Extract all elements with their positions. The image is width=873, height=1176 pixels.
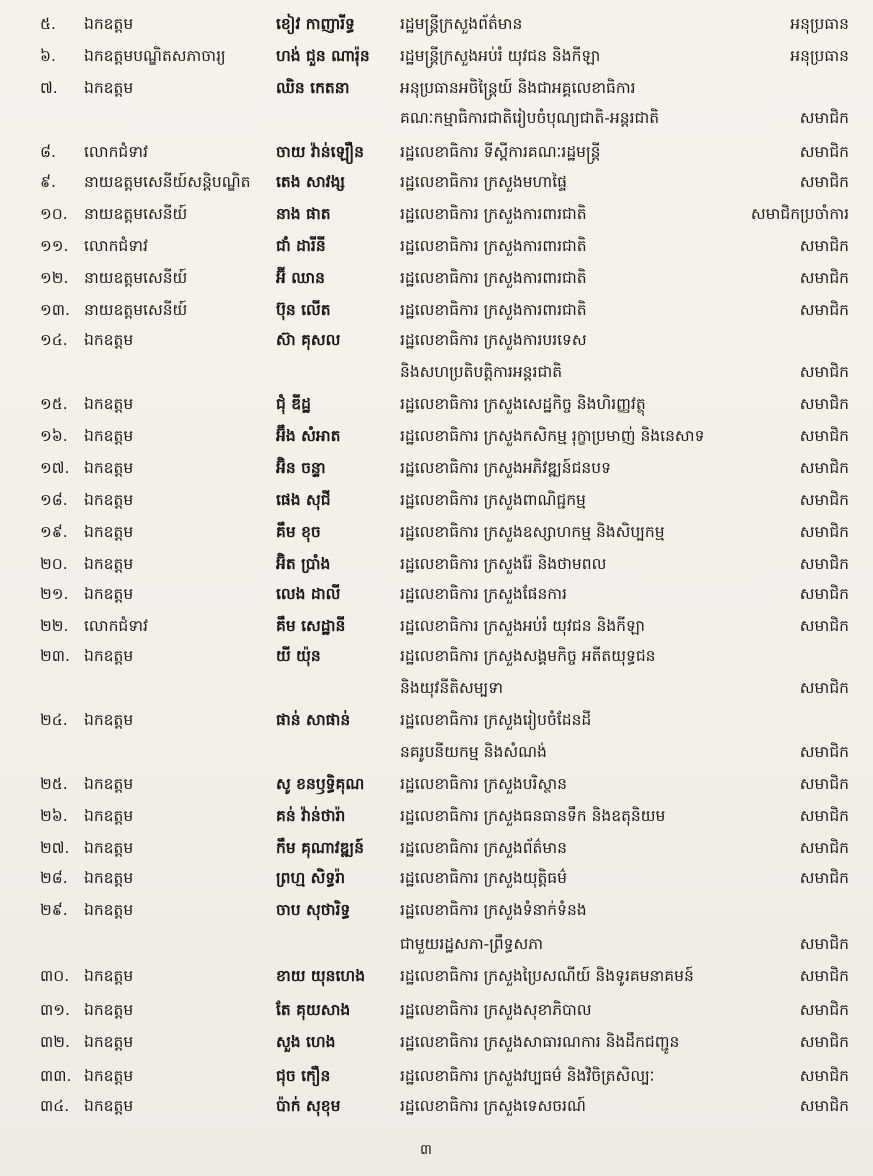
member-name: ប៉ាក់ សុខុម xyxy=(276,1097,341,1115)
member-name: ជុច កឿន xyxy=(276,1067,331,1085)
row-number: ២៦. xyxy=(40,807,68,825)
member-name: ខៀវ កាញារីទ្ធ xyxy=(276,15,355,33)
row-number: ២៥. xyxy=(40,775,68,793)
member-role: សមាជិក xyxy=(799,967,849,985)
member-row xyxy=(0,894,873,926)
member-role: សមាជិក xyxy=(799,363,849,381)
member-row xyxy=(0,548,873,580)
member-name: ខាយ យុនហេង xyxy=(276,967,366,985)
member-role: សមាជិក xyxy=(799,1097,849,1115)
member-row xyxy=(0,672,873,704)
member-role: សមាជិក xyxy=(799,173,849,191)
member-name: ជុំ ឌីដ្ឋ xyxy=(276,395,311,413)
member-title: ឯកឧត្តម xyxy=(84,775,134,793)
member-title: លោកជំទាវ xyxy=(84,237,148,255)
member-role: សមាជិក xyxy=(799,935,849,953)
member-row xyxy=(0,8,873,40)
member-title: ឯកឧត្តម xyxy=(84,427,134,445)
member-role: សមាជិក xyxy=(799,839,849,857)
member-position: គណៈកម្មាធិការជាតិរៀបចំបុណ្យជាតិ-អន្តរជាតិ xyxy=(400,109,660,127)
row-number: ១០. xyxy=(40,205,68,223)
member-position: រដ្ឋលេខាធិការ ក្រសួងរៀបចំដែនដី xyxy=(400,711,592,729)
member-role: សមាជិកប្រចាំការ xyxy=(750,205,849,223)
member-title: ឯកឧត្តម xyxy=(84,491,134,509)
member-title: ឯកឧត្តម xyxy=(84,967,134,985)
member-row xyxy=(0,230,873,262)
member-row xyxy=(0,928,873,960)
member-name: ចាយ វ៉ាន់ឡឿន xyxy=(276,143,364,161)
member-name: កឹម គុណាវឌ្ឍន៍ xyxy=(276,839,364,857)
member-role: សមាជិក xyxy=(799,491,849,509)
member-position: រដ្ឋលេខាធិការ ក្រសួងបរិស្ថាន xyxy=(400,775,567,793)
member-role: សមាជិក xyxy=(799,269,849,287)
member-row xyxy=(0,610,873,642)
member-position: រដ្ឋលេខាធិការ ក្រសួងយុត្តិធម៌ xyxy=(400,869,567,887)
row-number: ១៦. xyxy=(40,427,68,445)
member-title: ឯកឧត្តមបណ្ឌិតសភាចារ្យ xyxy=(84,47,226,65)
member-position: រដ្ឋលេខាធិការ ក្រសួងការបរទេស xyxy=(400,331,587,349)
member-name: អ៊ិន ចន្ទា xyxy=(276,459,326,477)
member-name: នាង ផាត xyxy=(276,205,331,223)
row-number: ៧. xyxy=(40,79,58,97)
member-name: ប៊ុន លើត xyxy=(276,301,331,319)
row-number: ២១. xyxy=(40,585,69,603)
member-name: ជាំ ដារីនី xyxy=(276,237,326,255)
member-position: រដ្ឋលេខាធិការ ក្រសួងសាធារណការ និងដឹកជញ្ជូន xyxy=(400,1033,680,1051)
member-row xyxy=(0,1026,873,1058)
row-number: ៦. xyxy=(40,47,56,65)
row-number: ១២. xyxy=(40,269,69,287)
member-role: សមាជិក xyxy=(799,301,849,319)
row-number: ២៧. xyxy=(40,839,70,857)
member-name: អ៊ិត ប្រាំង xyxy=(276,555,331,573)
member-name: សួង ហេង xyxy=(276,1033,336,1051)
member-row xyxy=(0,452,873,484)
member-name: តែ គុយសាង xyxy=(276,1001,351,1019)
row-number: ៣០. xyxy=(40,967,70,985)
member-row xyxy=(0,136,873,168)
member-role: សមាជិក xyxy=(799,679,849,697)
member-name: តេង សាវង្ស xyxy=(276,173,346,191)
member-name: យី យ៉ុន xyxy=(276,647,321,665)
row-number: ២៩. xyxy=(40,901,68,919)
row-number: ៣៣. xyxy=(40,1067,72,1085)
member-title: ឯកឧត្តម xyxy=(84,711,134,729)
member-row xyxy=(0,356,873,388)
member-title: ឯកឧត្តម xyxy=(84,807,134,825)
member-title: ឯកឧត្តម xyxy=(84,15,134,33)
member-role: អនុប្រធាន xyxy=(790,15,849,33)
member-position: រដ្ឋលេខាធិការ ក្រសួងផែនការ xyxy=(400,585,567,603)
member-row xyxy=(0,388,873,420)
member-position: រដ្ឋលេខាធិការ ក្រសួងការពារជាតិ xyxy=(400,301,587,319)
member-position: រដ្ឋលេខាធិការ ក្រសួងទំនាក់ទំនង xyxy=(400,901,587,919)
member-title: ឯកឧត្តម xyxy=(84,79,134,97)
member-row xyxy=(0,994,873,1026)
row-number: ១៥. xyxy=(40,395,68,413)
row-number: ១៩. xyxy=(40,523,68,541)
member-role: សមាជិក xyxy=(799,427,849,445)
member-title: ឯកឧត្តម xyxy=(84,1033,134,1051)
member-title: ឯកឧត្តម xyxy=(84,523,134,541)
member-position: រដ្ឋលេខាធិការ ក្រសួងអភិវឌ្ឍន៍ជនបទ xyxy=(400,459,611,477)
member-row xyxy=(0,72,873,104)
member-title: ឯកឧត្តម xyxy=(84,395,134,413)
row-number: ២៤. xyxy=(40,711,68,729)
member-role: សមាជិក xyxy=(799,1001,849,1019)
member-title: លោកជំទាវ xyxy=(84,617,148,635)
member-role: សមាជិក xyxy=(799,1067,849,1085)
member-position: ជាមួយរដ្ឋសភា-ព្រឹទ្ធសភា xyxy=(400,935,544,953)
row-number: ៣២. xyxy=(40,1033,70,1051)
row-number: ៩. xyxy=(40,173,56,191)
member-row xyxy=(0,198,873,230)
member-title: ឯកឧត្តម xyxy=(84,869,134,887)
member-name: ហង់ ជួន ណារ៉ុន xyxy=(276,47,370,65)
member-role: សមាជិក xyxy=(799,395,849,413)
member-role: សមាជិក xyxy=(799,617,849,635)
member-position: រដ្ឋលេខាធិការ ក្រសួងសង្គមកិច្ច អតីតយុទ្ធជន xyxy=(400,647,656,665)
member-position: រដ្ឋលេខាធិការ ក្រសួងសុខាភិបាល xyxy=(400,1001,592,1019)
member-title: នាយឧត្តមសេនីយ៍ xyxy=(84,269,188,287)
member-position: និងយុវនីតិសម្បទា xyxy=(400,679,504,697)
member-name: សូ ខនឫទ្ធិគុណ xyxy=(276,775,365,793)
row-number: ២៣. xyxy=(40,647,70,665)
member-position: រដ្ឋលេខាធិការ ទីស្តីការគណៈរដ្ឋមន្ត្រី xyxy=(400,143,601,161)
member-position: រដ្ឋលេខាធិការ ក្រសួងកសិកម្ម រុក្ខាប្រមាញ់ និងនេសាទ xyxy=(400,427,705,445)
member-role: អនុប្រធាន xyxy=(790,47,849,65)
row-number: ១១. xyxy=(40,237,69,255)
member-role: សមាជិក xyxy=(799,523,849,541)
member-title: ឯកឧត្តម xyxy=(84,901,134,919)
member-row xyxy=(0,102,873,134)
member-name: ចាប សុថារិទ្ធ xyxy=(276,901,351,919)
member-name: លេង ដាលី xyxy=(276,585,341,603)
member-row xyxy=(0,40,873,72)
member-row xyxy=(0,294,873,326)
member-row xyxy=(0,1090,873,1122)
member-row xyxy=(0,578,873,610)
member-row xyxy=(0,262,873,294)
member-row xyxy=(0,420,873,452)
member-row xyxy=(0,736,873,768)
member-role: សមាជិក xyxy=(799,1033,849,1051)
member-position: នគរូបនីយកម្ម និងសំណង់ xyxy=(400,743,547,761)
member-row xyxy=(0,484,873,516)
member-position: និងសហប្រតិបត្តិការអន្តរជាតិ xyxy=(400,363,563,381)
row-number: ៨. xyxy=(40,143,56,161)
member-name: ផេង សុជី xyxy=(276,491,331,509)
member-title: ឯកឧត្តម xyxy=(84,585,134,603)
member-position: រដ្ឋលេខាធិការ ក្រសួងប្រៃសណីយ៍ និងទូរគមនាគមន៍ xyxy=(400,967,694,985)
member-title: ឯកឧត្តម xyxy=(84,1001,134,1019)
row-number: ៣៤. xyxy=(40,1097,70,1115)
member-position: រដ្ឋលេខាធិការ ក្រសួងការពារជាតិ xyxy=(400,205,587,223)
member-role: សមាជិក xyxy=(799,775,849,793)
member-role: សមាជិក xyxy=(799,143,849,161)
member-row xyxy=(0,704,873,736)
member-name: អ៊ី ឈាន xyxy=(276,269,325,287)
member-row xyxy=(0,800,873,832)
member-position: រដ្ឋលេខាធិការ ក្រសួងពាណិជ្ជកម្ម xyxy=(400,491,586,509)
member-name: ស៊ា គុសល xyxy=(276,331,341,349)
member-title: ឯកឧត្តម xyxy=(84,647,134,665)
member-position: រដ្ឋលេខាធិការ ក្រសួងមហាផ្ទៃ xyxy=(400,173,567,191)
member-role: សមាជិក xyxy=(799,743,849,761)
member-position: រដ្ឋលេខាធិការ ក្រសួងវប្បធម៌ និងវិចិត្រសិល្បៈ xyxy=(400,1067,655,1085)
row-number: ២២. xyxy=(40,617,69,635)
member-title: នាយឧត្តមសេនីយ៍ xyxy=(84,301,188,319)
member-title: លោកជំទាវ xyxy=(84,143,148,161)
row-number: ៥. xyxy=(40,15,56,33)
member-name: ឈិន កេតនា xyxy=(276,79,350,97)
member-row xyxy=(0,960,873,992)
member-title: ឯកឧត្តម xyxy=(84,1097,134,1115)
row-number: ១៤. xyxy=(40,331,68,349)
row-number: ១៣. xyxy=(40,301,70,319)
page-number: ៣ xyxy=(420,1142,432,1158)
member-name: គឹម សេដ្ឋានី xyxy=(276,617,346,635)
member-name: ផាន់ សាផាន់ xyxy=(276,711,351,729)
member-title: ឯកឧត្តម xyxy=(84,459,134,477)
member-position: រដ្ឋលេខាធិការ ក្រសួងទេសចរណ៍ xyxy=(400,1097,586,1115)
member-position: អនុប្រធានអចិន្ត្រៃយ៍ និងជាអគ្គលេខាធិការ xyxy=(400,79,636,97)
member-role: សមាជិក xyxy=(799,459,849,477)
member-name: គឹម ខុច xyxy=(276,523,321,541)
member-position: រដ្ឋលេខាធិការ ក្រសួងការពារជាតិ xyxy=(400,237,587,255)
member-position: រដ្ឋលេខាធិការ ក្រសួងធនធានទឹក និងឧតុនិយម xyxy=(400,807,666,825)
member-name: អ៊ឹង សំអាត xyxy=(276,427,341,445)
member-title: ឯកឧត្តម xyxy=(84,555,134,573)
member-role: សមាជិក xyxy=(799,869,849,887)
member-title: ឯកឧត្តម xyxy=(84,331,134,349)
member-row xyxy=(0,166,873,198)
member-role: សមាជិក xyxy=(799,237,849,255)
member-row xyxy=(0,862,873,894)
member-role: សមាជិក xyxy=(799,585,849,603)
member-position: រដ្ឋមន្ត្រីក្រសួងព័ត៌មាន xyxy=(400,15,523,33)
member-row xyxy=(0,640,873,672)
member-title: នាយឧត្តមសេនីយ៍សន្តិបណ្ឌិត xyxy=(84,173,251,191)
member-row xyxy=(0,1060,873,1092)
member-position: រដ្ឋមន្ត្រីក្រសួងអប់រំ យុវជន និងកីឡា xyxy=(400,47,601,65)
member-position: រដ្ឋលេខាធិការ ក្រសួងសេដ្ឋកិច្ច និងហិរញ្ញវត្ថុ xyxy=(400,395,646,413)
member-position: រដ្ឋលេខាធិការ ក្រសួងឧស្សាហកម្ម និងសិប្បកម្ម xyxy=(400,523,665,541)
row-number: ១៧. xyxy=(40,459,70,477)
row-number: ២៨. xyxy=(40,869,68,887)
member-position: រដ្ឋលេខាធិការ ក្រសួងអប់រំ យុវជន និងកីឡា xyxy=(400,617,645,635)
member-position: រដ្ឋលេខាធិការ ក្រសួងព័ត៌មាន xyxy=(400,839,567,857)
member-row xyxy=(0,832,873,864)
member-name: គន់ វ៉ាន់ថារ៉ា xyxy=(276,807,346,825)
member-role: សមាជិក xyxy=(799,555,849,573)
member-name: ព្រហ្ម សិទ្ធរ៉ា xyxy=(276,869,346,887)
member-row xyxy=(0,516,873,548)
member-role: សមាជិក xyxy=(799,807,849,825)
member-position: រដ្ឋលេខាធិការ ក្រសួងរ៉ែ និងថាមពល xyxy=(400,555,607,573)
member-row xyxy=(0,768,873,800)
member-title: នាយឧត្តមសេនីយ៍ xyxy=(84,205,188,223)
member-row xyxy=(0,324,873,356)
member-title: ឯកឧត្តម xyxy=(84,839,134,857)
row-number: ៣១. xyxy=(40,1001,70,1019)
row-number: ២០. xyxy=(40,555,68,573)
member-position: រដ្ឋលេខាធិការ ក្រសួងការពារជាតិ xyxy=(400,269,587,287)
member-title: ឯកឧត្តម xyxy=(84,1067,134,1085)
row-number: ១៨. xyxy=(40,491,68,509)
member-role: សមាជិក xyxy=(799,109,849,127)
